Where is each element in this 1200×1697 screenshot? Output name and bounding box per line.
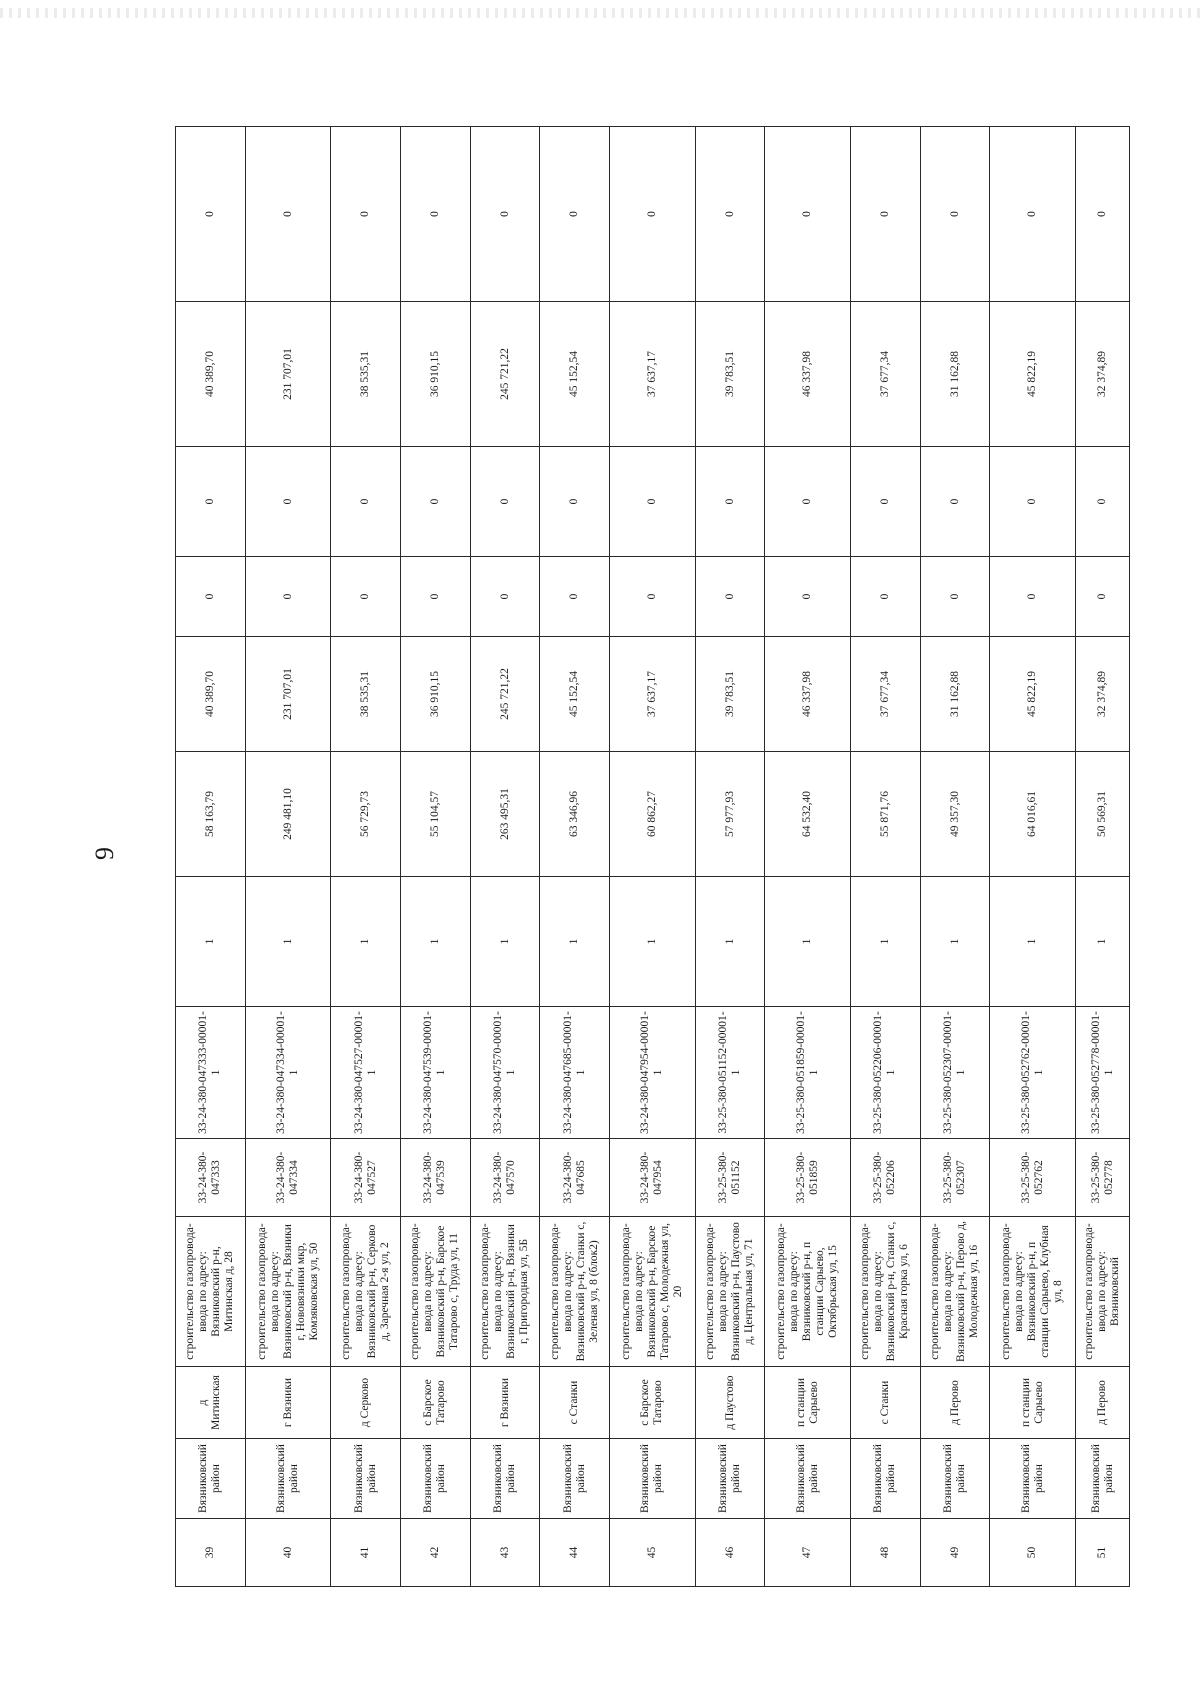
object-code-cell: 33-25-380-051859 <box>765 1139 851 1217</box>
amount-cell: 38 535,31 <box>331 302 401 447</box>
district-cell: Вязниковский район <box>990 1439 1076 1519</box>
quantity-cell: 1 <box>470 877 540 1007</box>
total-cost-cell: 49 357,30 <box>920 752 990 877</box>
object-code-cell: 33-25-380-052307 <box>920 1139 990 1217</box>
object-full-code-cell: 33-25-380-051859-00001-1 <box>765 1007 851 1139</box>
object-full-code-cell: 33-24-380-047527-00001-1 <box>331 1007 401 1139</box>
description-cell: строительство газопровода-ввода по адресу: Вязниковский р-н, Барское Татарово с, Труда ул, 11 <box>401 1217 471 1367</box>
district-cell: Вязниковский район <box>401 1439 471 1519</box>
amount-cell: 37 637,17 <box>610 302 696 447</box>
description-cell: строительство газопровода-ввода по адресу: Вязниковский р-н, Станки с, Красная горка ул, 6 <box>851 1217 921 1367</box>
zero-value-cell: 0 <box>610 557 696 637</box>
table-row <box>920 127 990 1587</box>
district-cell: Вязниковский район <box>470 1439 540 1519</box>
row-number: 39 <box>176 1519 246 1587</box>
total-cost-cell: 57 977,93 <box>695 752 765 877</box>
zero-value-cell: 0 <box>540 557 610 637</box>
gas-pipeline-register-table <box>175 126 1130 1587</box>
zero-value-cell: 0 <box>470 127 540 302</box>
amount-cell: 36 910,15 <box>401 637 471 752</box>
row-number: 48 <box>851 1519 921 1587</box>
total-cost-cell: 55 871,76 <box>851 752 921 877</box>
zero-value-cell: 0 <box>331 557 401 637</box>
total-cost-cell: 55 104,57 <box>401 752 471 877</box>
object-code-cell: 33-24-380-047954 <box>610 1139 696 1217</box>
row-number: 44 <box>540 1519 610 1587</box>
zero-value-cell: 0 <box>920 447 990 557</box>
amount-cell: 245 721,22 <box>470 637 540 752</box>
locality-cell: д Перово <box>1076 1367 1130 1439</box>
zero-value-cell: 0 <box>245 447 331 557</box>
row-number: 47 <box>765 1519 851 1587</box>
amount-cell: 231 707,01 <box>245 302 331 447</box>
zero-value-cell: 0 <box>176 127 246 302</box>
description-cell: строительство газопровода-ввода по адресу: Вязниковский р-н, Паустово д, Центральная ул, 71 <box>695 1217 765 1367</box>
amount-cell: 45 822,19 <box>990 302 1076 447</box>
quantity-cell: 1 <box>176 877 246 1007</box>
amount-cell: 36 910,15 <box>401 302 471 447</box>
row-number: 49 <box>920 1519 990 1587</box>
total-cost-cell: 263 495,31 <box>470 752 540 877</box>
zero-value-cell: 0 <box>610 127 696 302</box>
zero-value-cell: 0 <box>401 447 471 557</box>
quantity-cell: 1 <box>920 877 990 1007</box>
zero-value-cell: 0 <box>920 127 990 302</box>
amount-cell: 40 389,70 <box>176 302 246 447</box>
amount-cell: 38 535,31 <box>331 637 401 752</box>
table-row <box>1076 127 1130 1587</box>
district-cell: Вязниковский район <box>1076 1439 1130 1519</box>
zero-value-cell: 0 <box>176 447 246 557</box>
row-number: 43 <box>470 1519 540 1587</box>
locality-cell: с Барское Татарово <box>610 1367 696 1439</box>
total-cost-cell: 64 016,61 <box>990 752 1076 877</box>
object-code-cell: 33-24-380-047334 <box>245 1139 331 1217</box>
zero-value-cell: 0 <box>851 557 921 637</box>
description-cell: строительство газопровода-ввода по адресу: Вязниковский р-н, Вязники г, Нововязники мкр, Комзяковская ул, 50 <box>245 1217 331 1367</box>
zero-value-cell: 0 <box>851 447 921 557</box>
zero-value-cell: 0 <box>851 127 921 302</box>
object-full-code-cell: 33-25-380-051152-00001-1 <box>695 1007 765 1139</box>
zero-value-cell: 0 <box>540 447 610 557</box>
amount-cell: 39 783,51 <box>695 302 765 447</box>
zero-value-cell: 0 <box>331 127 401 302</box>
table-row <box>176 127 246 1587</box>
row-number: 45 <box>610 1519 696 1587</box>
district-cell: Вязниковский район <box>610 1439 696 1519</box>
row-number: 50 <box>990 1519 1076 1587</box>
row-number: 46 <box>695 1519 765 1587</box>
row-number: 40 <box>245 1519 331 1587</box>
amount-cell: 245 721,22 <box>470 302 540 447</box>
amount-cell: 46 337,98 <box>765 637 851 752</box>
table-row <box>765 127 851 1587</box>
zero-value-cell: 0 <box>695 127 765 302</box>
amount-cell: 31 162,88 <box>920 302 990 447</box>
amount-cell: 39 783,51 <box>695 637 765 752</box>
total-cost-cell: 50 569,31 <box>1076 752 1130 877</box>
object-full-code-cell: 33-24-380-047539-00001-1 <box>401 1007 471 1139</box>
amount-cell: 40 389,70 <box>176 637 246 752</box>
zero-value-cell: 0 <box>470 557 540 637</box>
locality-cell: с Станки <box>540 1367 610 1439</box>
amount-cell: 45 152,54 <box>540 637 610 752</box>
amount-cell: 37 677,34 <box>851 637 921 752</box>
zero-value-cell: 0 <box>540 127 610 302</box>
description-cell: строительство газопровода-ввода по адресу: Вязниковский р-н, Станки с, Зеленая ул, 8 (блок2) <box>540 1217 610 1367</box>
description-cell: строительство газопровода-ввода по адресу: Вязниковский р-н, Митинская д, 28 <box>176 1217 246 1367</box>
zero-value-cell: 0 <box>1076 557 1130 637</box>
quantity-cell: 1 <box>331 877 401 1007</box>
zero-value-cell: 0 <box>401 557 471 637</box>
quantity-cell: 1 <box>851 877 921 1007</box>
zero-value-cell: 0 <box>331 447 401 557</box>
object-code-cell: 33-25-380-051152 <box>695 1139 765 1217</box>
locality-cell: с Станки <box>851 1367 921 1439</box>
description-cell: строительство газопровода-ввода по адресу: Вязниковский р-н, Вязники г, Пригородная ул, 5Б <box>470 1217 540 1367</box>
quantity-cell: 1 <box>401 877 471 1007</box>
district-cell: Вязниковский район <box>176 1439 246 1519</box>
object-full-code-cell: 33-25-380-052762-00001-1 <box>990 1007 1076 1139</box>
object-full-code-cell: 33-25-380-052307-00001-1 <box>920 1007 990 1139</box>
district-cell: Вязниковский район <box>540 1439 610 1519</box>
object-code-cell: 33-24-380-047527 <box>331 1139 401 1217</box>
locality-cell: д Митинская <box>176 1367 246 1439</box>
locality-cell: д Серково <box>331 1367 401 1439</box>
row-number: 42 <box>401 1519 471 1587</box>
zero-value-cell: 0 <box>1076 447 1130 557</box>
amount-cell: 46 337,98 <box>765 302 851 447</box>
object-code-cell: 33-24-380-047685 <box>540 1139 610 1217</box>
amount-cell: 45 152,54 <box>540 302 610 447</box>
description-cell: строительство газопровода-ввода по адресу: Вязниковский р-н, Перово д, Молодежная ул, 16 <box>920 1217 990 1367</box>
locality-cell: д Паустово <box>695 1367 765 1439</box>
zero-value-cell: 0 <box>695 557 765 637</box>
locality-cell: п станции Сарыево <box>990 1367 1076 1439</box>
district-cell: Вязниковский район <box>851 1439 921 1519</box>
object-code-cell: 33-24-380-047570 <box>470 1139 540 1217</box>
zero-value-cell: 0 <box>401 127 471 302</box>
table-row <box>990 127 1076 1587</box>
quantity-cell: 1 <box>540 877 610 1007</box>
table-row <box>610 127 696 1587</box>
table-row <box>401 127 471 1587</box>
object-code-cell: 33-25-380-052778 <box>1076 1139 1130 1217</box>
table-row <box>245 127 331 1587</box>
district-cell: Вязниковский район <box>920 1439 990 1519</box>
total-cost-cell: 249 481,10 <box>245 752 331 877</box>
description-cell: строительство газопровода-ввода по адресу: Вязниковский р-н, Барское Татарово с, Молодежная ул, 20 <box>610 1217 696 1367</box>
zero-value-cell: 0 <box>920 557 990 637</box>
description-cell: строительство газопровода-ввода по адресу: Вязниковский р-н, п станции Сарыево, Октябрьская ул, 15 <box>765 1217 851 1367</box>
description-cell: строительство газопровода-ввода по адресу: Вязниковский р-н, Серково д, Заречная 2-я ул, 2 <box>331 1217 401 1367</box>
object-full-code-cell: 33-24-380-047333-00001-1 <box>176 1007 246 1139</box>
object-code-cell: 33-25-380-052762 <box>990 1139 1076 1217</box>
description-cell: строительство газопровода-ввода по адресу: Вязниковский <box>1076 1217 1130 1367</box>
object-full-code-cell: 33-24-380-047954-00001-1 <box>610 1007 696 1139</box>
object-code-cell: 33-24-380-047539 <box>401 1139 471 1217</box>
quantity-cell: 1 <box>1076 877 1130 1007</box>
row-number: 41 <box>331 1519 401 1587</box>
table-body <box>176 127 1130 1587</box>
object-code-cell: 33-25-380-052206 <box>851 1139 921 1217</box>
page-number: 9 <box>90 847 119 860</box>
zero-value-cell: 0 <box>470 447 540 557</box>
table-row <box>540 127 610 1587</box>
quantity-cell: 1 <box>765 877 851 1007</box>
table-rotated-wrapper <box>175 127 1130 1587</box>
quantity-cell: 1 <box>610 877 696 1007</box>
district-cell: Вязниковский район <box>695 1439 765 1519</box>
object-full-code-cell: 33-25-380-052206-00001-1 <box>851 1007 921 1139</box>
total-cost-cell: 64 532,40 <box>765 752 851 877</box>
amount-cell: 45 822,19 <box>990 637 1076 752</box>
zero-value-cell: 0 <box>990 557 1076 637</box>
object-full-code-cell: 33-24-380-047685-00001-1 <box>540 1007 610 1139</box>
locality-cell: д Перово <box>920 1367 990 1439</box>
table-row <box>331 127 401 1587</box>
description-cell: строительство газопровода-ввода по адресу: Вязниковский р-н, п станции Сарыево, Клубная ул, 8 <box>990 1217 1076 1367</box>
object-full-code-cell: 33-24-380-047570-00001-1 <box>470 1007 540 1139</box>
object-full-code-cell: 33-25-380-052778-00001-1 <box>1076 1007 1130 1139</box>
object-code-cell: 33-24-380-047333 <box>176 1139 246 1217</box>
zero-value-cell: 0 <box>1076 127 1130 302</box>
amount-cell: 31 162,88 <box>920 637 990 752</box>
zero-value-cell: 0 <box>176 557 246 637</box>
locality-cell: п станции Сарыево <box>765 1367 851 1439</box>
table-row <box>695 127 765 1587</box>
total-cost-cell: 60 862,27 <box>610 752 696 877</box>
zero-value-cell: 0 <box>765 127 851 302</box>
amount-cell: 32 374,89 <box>1076 637 1130 752</box>
quantity-cell: 1 <box>695 877 765 1007</box>
zero-value-cell: 0 <box>765 447 851 557</box>
amount-cell: 37 677,34 <box>851 302 921 447</box>
district-cell: Вязниковский район <box>331 1439 401 1519</box>
zero-value-cell: 0 <box>765 557 851 637</box>
quantity-cell: 1 <box>990 877 1076 1007</box>
object-full-code-cell: 33-24-380-047334-00001-1 <box>245 1007 331 1139</box>
locality-cell: с Барское Татарово <box>401 1367 471 1439</box>
amount-cell: 231 707,01 <box>245 637 331 752</box>
total-cost-cell: 58 163,79 <box>176 752 246 877</box>
district-cell: Вязниковский район <box>245 1439 331 1519</box>
total-cost-cell: 63 346,96 <box>540 752 610 877</box>
row-number: 51 <box>1076 1519 1130 1587</box>
zero-value-cell: 0 <box>610 447 696 557</box>
zero-value-cell: 0 <box>990 447 1076 557</box>
total-cost-cell: 56 729,73 <box>331 752 401 877</box>
amount-cell: 32 374,89 <box>1076 302 1130 447</box>
table-row <box>470 127 540 1587</box>
zero-value-cell: 0 <box>695 447 765 557</box>
locality-cell: г Вязники <box>245 1367 331 1439</box>
zero-value-cell: 0 <box>990 127 1076 302</box>
quantity-cell: 1 <box>245 877 331 1007</box>
locality-cell: г Вязники <box>470 1367 540 1439</box>
amount-cell: 37 637,17 <box>610 637 696 752</box>
zero-value-cell: 0 <box>245 127 331 302</box>
zero-value-cell: 0 <box>245 557 331 637</box>
table-row <box>851 127 921 1587</box>
district-cell: Вязниковский район <box>765 1439 851 1519</box>
scan-edge-noise <box>0 8 1200 18</box>
